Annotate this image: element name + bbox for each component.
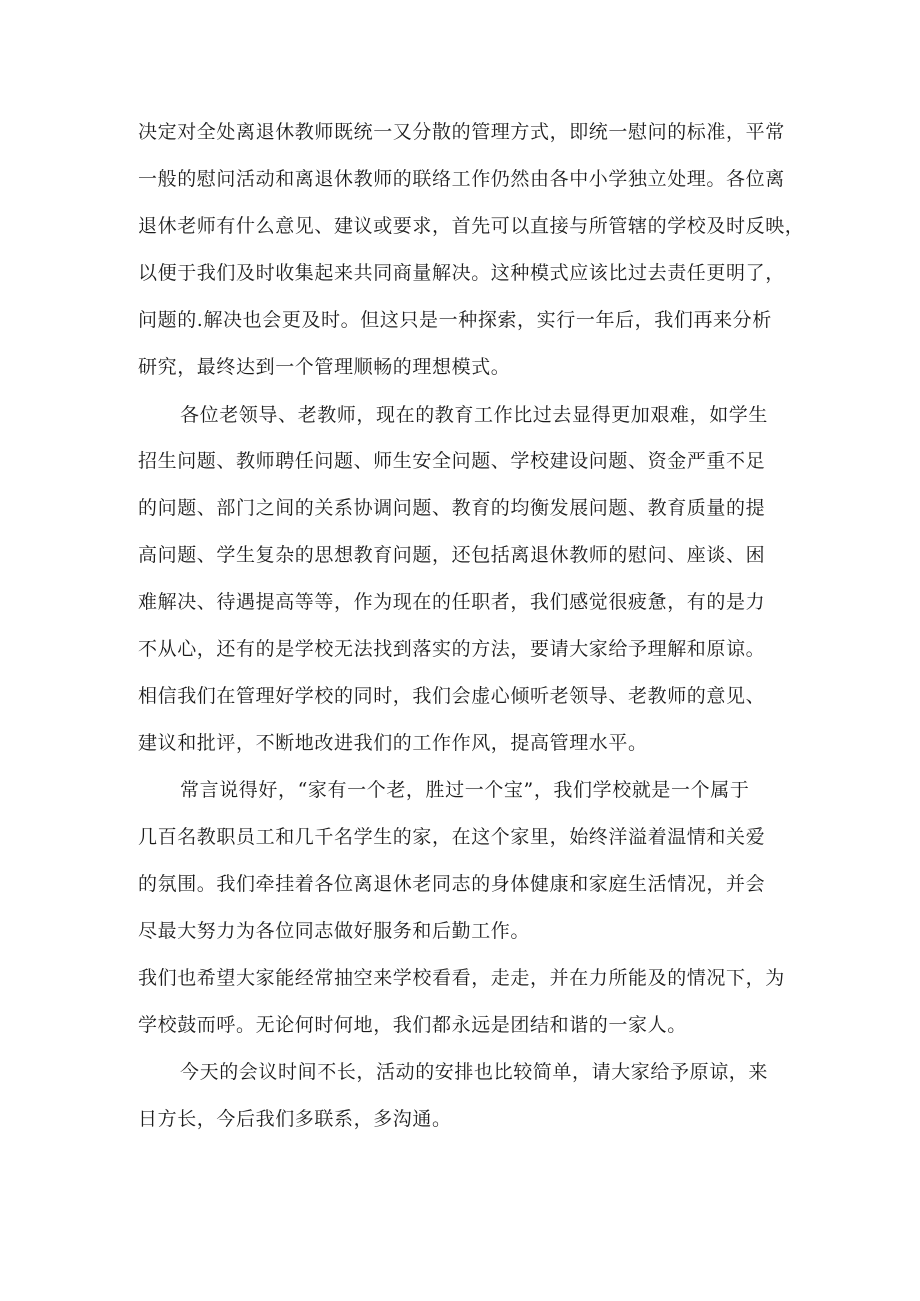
text-line: 退休老师有什么意见、建议或要求，首先可以直接与所管辖的学校及时反映， — [138, 215, 805, 237]
text-line: 难解决、待遇提高等等，作为现在的任职者，我们感觉很疲惫，有的是力 — [138, 591, 766, 613]
text-line: 招生问题、教师聘任问题、师生安全问题、学校建设问题、资金严重不足 — [138, 450, 766, 472]
text-line: 研究，最终达到一个管理顺畅的理想模式。 — [138, 356, 511, 378]
text-line: 以便于我们及时收集起来共同商量解决。这种模式应该比过去责任更明了， — [138, 262, 785, 284]
text-line: 一般的慰问活动和离退休教师的联络工作仍然由各中小学独立处理。各位离 — [138, 168, 785, 190]
text-line: 的问题、部门之间的关系协调问题、教育的均衡发展问题、教育质量的提 — [138, 497, 766, 519]
text-line: 不从心，还有的是学校无法找到落实的方法，要请大家给予理解和原谅。 — [138, 638, 766, 660]
text-line: 问题的.解决也会更及时。但这只是一种探索，实行一年后，我们再来分析 — [138, 309, 772, 331]
text-line: 尽最大努力为各位同志做好服务和后勤工作。 — [138, 920, 531, 942]
text-line: 的氛围。我们牵挂着各位离退休老同志的身体健康和家庭生活情况，并会 — [138, 873, 766, 895]
text-line: 学校鼓而呼。无论何时何地，我们都永远是团结和谐的一家人。 — [138, 1014, 687, 1036]
text-line: 今天的会议时间不长，活动的安排也比较简单，请大家给予原谅，来 — [180, 1061, 769, 1083]
text-line: 相信我们在管理好学校的同时，我们会虚心倾听老领导、老教师的意见、 — [138, 685, 766, 707]
text-line: 各位老领导、老教师，现在的教育工作比过去显得更加艰难，如学生 — [180, 404, 769, 426]
text-line: 决定对全处离退休教师既统一又分散的管理方式，即统一慰问的标准，平常 — [138, 121, 785, 143]
text-line: 高问题、学生复杂的思想教育问题，还包括离退休教师的慰问、座谈、困 — [138, 544, 766, 566]
text-line: 建议和批评，不断地改进我们的工作作风，提高管理水平。 — [138, 732, 648, 754]
text-line: 几百名教职员工和几千名学生的家，在这个家里，始终洋溢着温情和关爱 — [138, 826, 766, 848]
text-line: 常言说得好，“家有一个老，胜过一个宝”，我们学校就是一个属于 — [180, 779, 750, 801]
text-line: 我们也希望大家能经常抽空来学校看看，走走，并在力所能及的情况下，为 — [138, 967, 785, 989]
text-line: 日方长，今后我们多联系，多沟通。 — [138, 1108, 452, 1130]
